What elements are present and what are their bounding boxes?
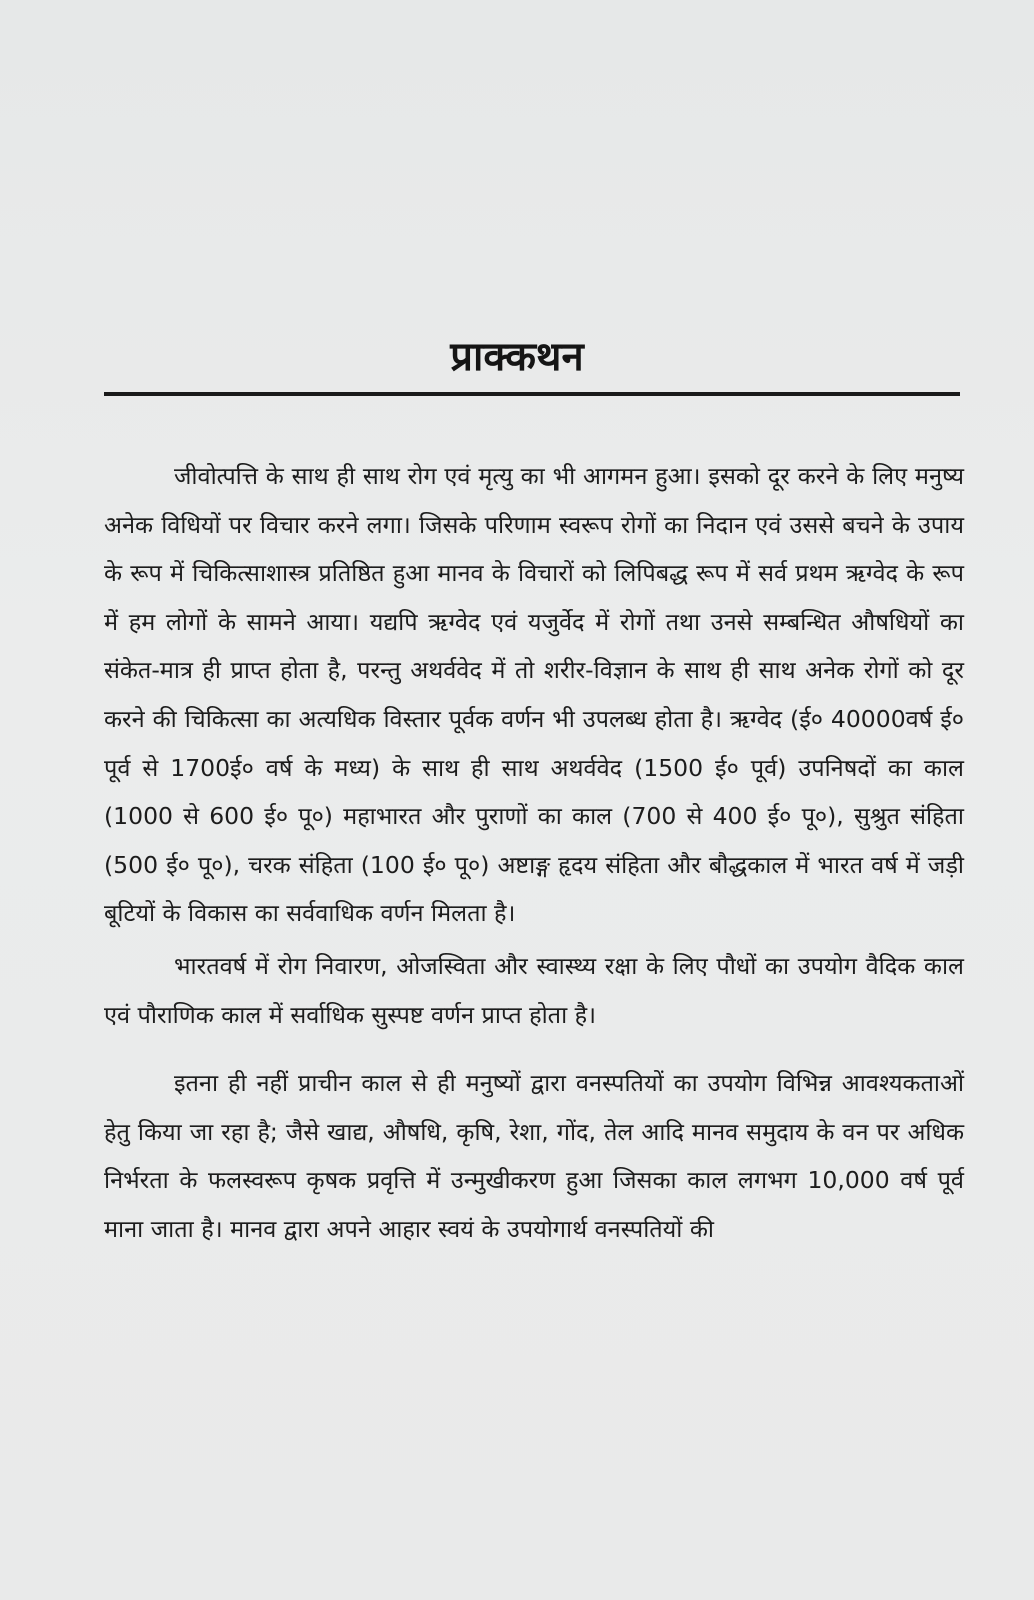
preface-body	[104, 452, 964, 1254]
page-title: प्राक्कथन	[450, 333, 584, 380]
paragraph-2: भारतवर्ष में रोग निवारण, ओजस्विता और स्वास्थ्य रक्षा के लिए पौधों का उपयोग वैदिक काल एवं पौराणिक काल में सर्वाधिक सुस्पष्ट वर्णन प्राप्त होता है।	[104, 951, 964, 1029]
paragraph-1: जीवोत्पत्ति के साथ ही साथ रोग एवं मृत्यु का भी आगमन हुआ। इसको दूर करने के लिए मनुष्य अनेक विधियों पर विचार करने लगा। जिसके परिणाम स्वरूप रोगों का निदान एवं उससे बचने के उपाय के रूप में चिकित्साशास्त्र प्रतिष्ठित हुआ मानव के विचारों को लिपिबद्ध रूप में सर्व प्रथम ऋग्वेद के रूप में हम लोगों के सामने आया। यद्यपि ऋग्वेद एवं यजुर्वेद में रोगों तथा उनसे सम्बन्धित औषधियों का संकेत-मात्र ही प्राप्त होता है, परन्तु अथर्ववेद में तो शरीर-विज्ञान के साथ ही साथ अनेक रोगों को दूर करने की चिकित्सा का अत्यधिक विस्तार पूर्वक वर्णन भी उपलब्ध होता है। ऋग्वेद (ई० 40000वर्ष ई० पूर्व से 1700ई० वर्ष के मध्य) के साथ ही साथ अथर्ववेद (1500 ई० पूर्व) उपनिषदों का काल (1000 से 600 ई० पू०) महाभारत और पुराणों का काल (700 से 400 ई० पू०), सुश्रुत संहिता (500 ई० पू०), चरक संहिता (100 ई० पू०) अष्टाङ्ग हृदय संहिता और बौद्धकाल में भारत वर्ष में जड़ी बूटियों के विकास का सर्ववाधिक वर्णन मिलता है।	[104, 462, 964, 928]
paragraph-3: इतना ही नहीं प्राचीन काल से ही मनुष्यों द्वारा वनस्पतियों का उपयोग विभिन्न आवश्यकताओं हेतु किया जा रहा है; जैसे खाद्य, औषधि, कृषि, रेशा, गोंद, तेल आदि मानव समुदाय के वन पर अधिक निर्भरता के फलस्वरूप कृषक प्रवृत्ति में उन्मुखीकरण हुआ जिसका काल लगभग 10,000 वर्ष पूर्व माना जाता है। मानव द्वारा अपने आहार स्वयं के उपयोगार्थ वनस्पतियों की	[104, 1069, 964, 1243]
title-divider	[104, 392, 960, 396]
